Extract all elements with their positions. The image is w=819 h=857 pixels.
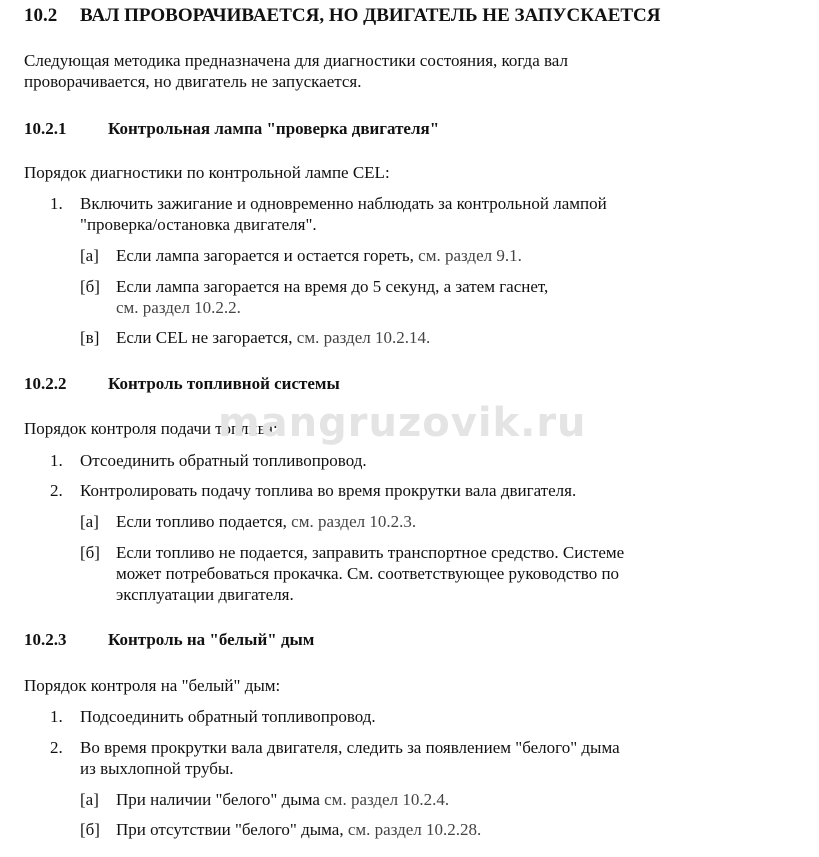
subsection-title: Контроль на "белый" дым bbox=[108, 630, 315, 649]
substep-marker: [в] bbox=[80, 328, 100, 347]
section-reference: см. раздел 9.1. bbox=[418, 246, 522, 265]
subsection-title: Контрольная лампа "проверка двигателя" bbox=[108, 119, 440, 138]
section-reference: см. раздел 10.2.28. bbox=[347, 820, 482, 839]
substep-text bbox=[116, 327, 430, 348]
substep-condition: При отсутствии "белого" дыма, bbox=[116, 820, 348, 839]
substep-marker: [б] bbox=[80, 277, 100, 296]
step-number: 1. bbox=[50, 451, 63, 470]
substep-text-line-3: эксплуатации двигателя. bbox=[116, 585, 294, 604]
section-heading bbox=[24, 4, 661, 28]
step-text: Отсоединить обратный топливопровод. bbox=[80, 451, 367, 470]
step-number: 2. bbox=[50, 738, 63, 757]
step-text: Подсоединить обратный топливопровод. bbox=[80, 707, 376, 726]
section-number: 10.2 bbox=[24, 5, 58, 26]
step-text-line-2: из выхлопной трубы. bbox=[80, 759, 234, 778]
substep-condition: Если CEL не загорается, bbox=[116, 328, 297, 347]
substep-text bbox=[116, 245, 522, 266]
substep-text bbox=[116, 789, 449, 810]
section-reference: см. раздел 10.2.3. bbox=[291, 512, 417, 531]
substep-text: Если лампа загорается на время до 5 секунд, а затем гаснет, bbox=[116, 277, 549, 296]
subsection-heading-10-2-1 bbox=[24, 118, 439, 140]
step-text-line-1: Во время прокрутки вала двигателя, следить за появлением "белого" дыма bbox=[80, 738, 620, 757]
substep-condition: При наличии "белого" дыма bbox=[116, 790, 325, 809]
section-reference: см. раздел 10.2.14. bbox=[296, 328, 431, 347]
subsection-title: Контроль топливной системы bbox=[108, 374, 340, 393]
step-number: 1. bbox=[50, 707, 63, 726]
subsection-heading-10-2-3 bbox=[24, 629, 314, 651]
watermark: mangruzovik.ru bbox=[218, 400, 587, 446]
step-text-line-1: Включить зажигание и одновременно наблюдать за контрольной лампой bbox=[80, 194, 607, 213]
step-number: 1. bbox=[50, 194, 63, 213]
substep-condition: Если лампа загорается и остается гореть, bbox=[116, 246, 419, 265]
substep-marker: [а] bbox=[80, 512, 99, 531]
subsection-number: 10.2.2 bbox=[24, 374, 67, 393]
step-number: 2. bbox=[50, 481, 63, 500]
section-reference: см. раздел 10.2.4. bbox=[324, 790, 450, 809]
procedure-intro: Порядок контроля подачи топлива: bbox=[24, 419, 278, 438]
substep-text-line-2: может потребоваться прокачка. См. соответствующее руководство по bbox=[116, 564, 620, 583]
subsection-number: 10.2.1 bbox=[24, 119, 67, 138]
substep-marker: [а] bbox=[80, 790, 99, 809]
section-intro-line-2: проворачивается, но двигатель не запускается. bbox=[24, 72, 362, 91]
substep-text bbox=[116, 511, 416, 532]
section-title: ВАЛ ПРОВОРАЧИВАЕТСЯ, НО ДВИГАТЕЛЬ НЕ ЗАПУСКАЕТСЯ bbox=[80, 5, 661, 26]
substep-marker: [б] bbox=[80, 820, 100, 839]
section-reference: см. раздел 10.2.2. bbox=[116, 298, 241, 317]
step-text-line-2: "проверка/остановка двигателя". bbox=[80, 215, 317, 234]
substep-text bbox=[116, 819, 481, 840]
step-text: Контролировать подачу топлива во время прокрутки вала двигателя. bbox=[80, 481, 577, 500]
procedure-intro: Порядок контроля на "белый" дым: bbox=[24, 676, 281, 695]
substep-marker: [а] bbox=[80, 246, 99, 265]
procedure-intro: Порядок диагностики по контрольной лампе CEL: bbox=[24, 163, 390, 182]
section-intro-line-1: Следующая методика предназначена для диагностики состояния, когда вал bbox=[24, 51, 568, 70]
substep-condition: Если топливо подается, bbox=[116, 512, 292, 531]
substep-text-line-1: Если топливо не подается, заправить транспортное средство. Системе bbox=[116, 543, 625, 562]
subsection-heading-10-2-2 bbox=[24, 373, 340, 395]
subsection-number: 10.2.3 bbox=[24, 630, 67, 649]
substep-marker: [б] bbox=[80, 543, 100, 562]
